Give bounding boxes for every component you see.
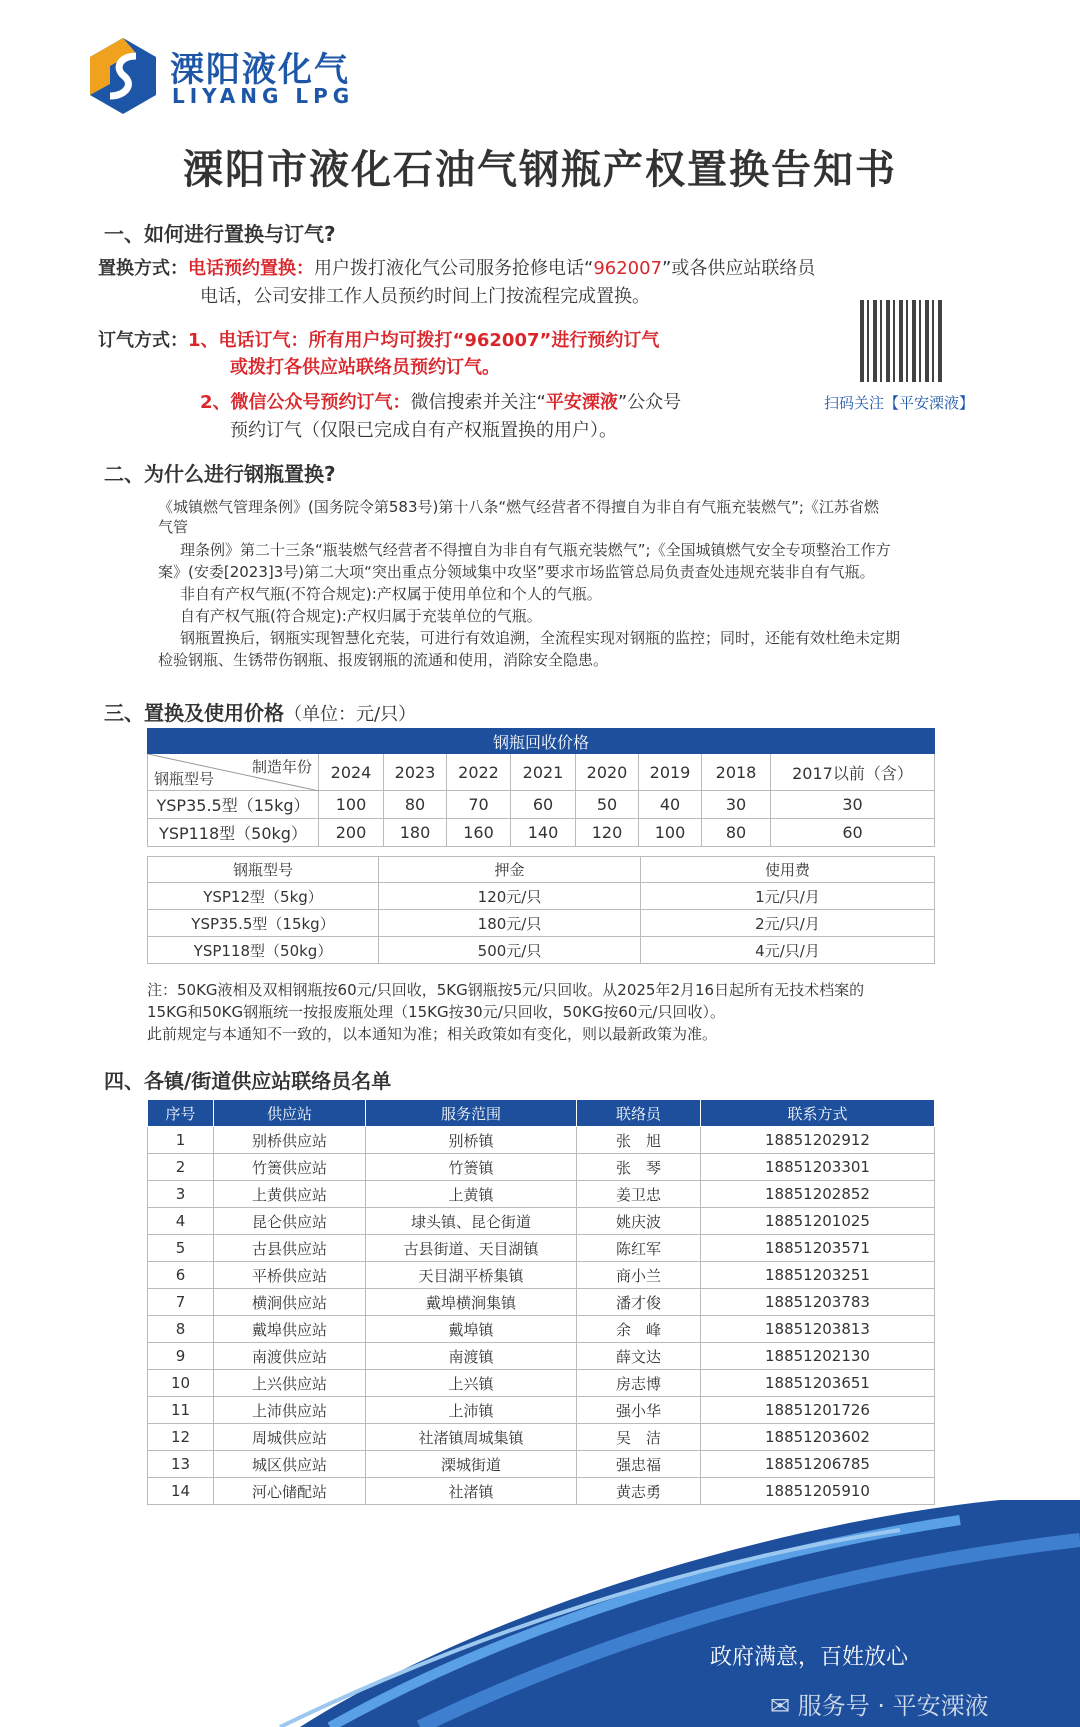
corner-header [148, 754, 319, 791]
contact-cell: 吴 洁 [577, 1424, 701, 1451]
price-cell: 70 [447, 791, 511, 819]
para-line: 理条例》第二十三条“瓶装燃气经营者不得擅自为非自有气瓶充装燃气”;《全国城镇燃气安全专项整治工作方 [180, 541, 891, 559]
table-row [148, 1397, 935, 1424]
index-cell: 4 [148, 1208, 214, 1235]
index-cell: 11 [148, 1397, 214, 1424]
section2-heading: 二、为什么进行钢瓶置换? [104, 462, 336, 486]
section1-heading: 一、如何进行置换与订气? [104, 222, 336, 246]
index-cell: 7 [148, 1289, 214, 1316]
phone-cell: 18851202130 [701, 1343, 935, 1370]
price-cell: 120 [576, 819, 639, 847]
deposit-cell: 120元/只 [379, 883, 641, 910]
table-row [148, 1127, 935, 1154]
model-cell: YSP118型（50kg） [148, 937, 379, 964]
contact-cell: 张 琴 [577, 1154, 701, 1181]
index-cell: 3 [148, 1181, 214, 1208]
table-row [148, 1181, 935, 1208]
area-cell: 戴埠横涧集镇 [366, 1289, 577, 1316]
phone-cell: 18851203251 [701, 1262, 935, 1289]
table-row [148, 1235, 935, 1262]
area-cell: 社渚镇 [366, 1478, 577, 1505]
station-cell: 戴埠供应站 [214, 1316, 366, 1343]
fee-cell: 1元/只/月 [641, 883, 935, 910]
phone-cell: 18851203301 [701, 1154, 935, 1181]
wechat-account: 平安溧液 [545, 392, 618, 413]
model-cell: YSP12型（5kg） [148, 883, 379, 910]
recycle-price-table [147, 728, 935, 847]
price-cell: 60 [771, 819, 935, 847]
station-cell: 横涧供应站 [214, 1289, 366, 1316]
wechat-icon: ✉ [770, 1692, 798, 1720]
contact-cell: 姚庆波 [577, 1208, 701, 1235]
price-cell: 30 [702, 791, 771, 819]
area-cell: 溧城街道 [366, 1451, 577, 1478]
area-cell: 上兴镇 [366, 1370, 577, 1397]
table-row [148, 819, 935, 847]
phone-cell: 18851203783 [701, 1289, 935, 1316]
qr-code[interactable] [860, 300, 942, 382]
station-cell: 南渡供应站 [214, 1343, 366, 1370]
table-row [148, 1262, 935, 1289]
year-header: 2022 [447, 754, 511, 791]
price-cell: 40 [639, 791, 702, 819]
price-cell: 200 [319, 819, 384, 847]
model-cell: YSP35.5型（15kg） [148, 791, 319, 819]
phone-cell: 18851203813 [701, 1316, 935, 1343]
table-row [148, 1289, 935, 1316]
area-cell: 埭头镇、昆仑街道 [366, 1208, 577, 1235]
contact-cell: 商小兰 [577, 1262, 701, 1289]
column-header: 联系方式 [701, 1100, 935, 1127]
table-row [148, 937, 935, 964]
replace-label: 置换方式： [98, 258, 188, 279]
area-cell: 别桥镇 [366, 1127, 577, 1154]
table-row [148, 883, 935, 910]
fee-table [147, 856, 935, 964]
order-method-2: 2、微信公众号预约订气： [200, 392, 411, 413]
price-cell: 60 [511, 791, 576, 819]
phone-cell: 18851203602 [701, 1424, 935, 1451]
order-method-1: 1、电话订气：所有用户均可拨打“962007”进行预约订气 [188, 330, 660, 351]
phone-cell: 18851201726 [701, 1397, 935, 1424]
contact-cell: 陈红军 [577, 1235, 701, 1262]
replace-text: 用户拨打液化气公司服务抢修电话“ [314, 258, 594, 279]
note-line: 此前规定与本通知不一致的，以本通知为准；相关政策如有变化，则以最新政策为准。 [147, 1025, 718, 1043]
replace-method: 电话预约置换： [188, 258, 314, 279]
footer-slogan: 政府满意，百姓放心 [710, 1645, 909, 1670]
para-line: 检验钢瓶、生锈带伤钢瓶、报废钢瓶的流通和使用，消除安全隐患。 [158, 651, 609, 669]
para-line: 自有产权气瓶(符合规定):产权归属于充装单位的气瓶。 [180, 607, 542, 625]
column-header: 服务范围 [366, 1100, 577, 1127]
year-header: 2018 [702, 754, 771, 791]
phone-cell: 18851205910 [701, 1478, 935, 1505]
column-header: 联络员 [577, 1100, 701, 1127]
order-text: ”公众号 [617, 392, 682, 413]
recycle-table-title: 钢瓶回收价格 [148, 729, 935, 754]
area-cell: 社渚镇周城集镇 [366, 1424, 577, 1451]
column-header: 钢瓶型号 [148, 857, 379, 883]
station-cell: 昆仑供应站 [214, 1208, 366, 1235]
replace-line1 [98, 254, 815, 280]
index-cell: 14 [148, 1478, 214, 1505]
price-cell: 100 [319, 791, 384, 819]
phone-cell: 18851202912 [701, 1127, 935, 1154]
station-cell: 上兴供应站 [214, 1370, 366, 1397]
table-row [148, 1208, 935, 1235]
para-line: 案》(安委[2023]3号)第二大项“突出重点分领域集中攻坚”要求市场监管总局负责查处违规充装非自有气瓶。 [158, 563, 875, 581]
contact-cell: 张 旭 [577, 1127, 701, 1154]
index-cell: 9 [148, 1343, 214, 1370]
logo-icon [90, 38, 156, 114]
para-line: 气管 [158, 518, 189, 536]
index-cell: 1 [148, 1127, 214, 1154]
replace-line2: 电话，公司安排工作人员预约时间上门按流程完成置换。 [200, 286, 650, 307]
section4-heading: 四、各镇/街道供应站联络员名单 [104, 1069, 392, 1093]
index-cell: 2 [148, 1154, 214, 1181]
qr-caption: 扫码关注【平安溧液】 [824, 394, 975, 412]
column-header: 供应站 [214, 1100, 366, 1127]
table-row [148, 1424, 935, 1451]
station-cell: 城区供应站 [214, 1451, 366, 1478]
phone-cell: 18851202852 [701, 1181, 935, 1208]
station-cell: 周城供应站 [214, 1424, 366, 1451]
contact-cell: 姜卫忠 [577, 1181, 701, 1208]
table-row [148, 791, 935, 819]
note-line: 注：50KG液相及双相钢瓶按60元/只回收，5KG钢瓶按5元/只回收。从2025年2月16日起所有无技术档案的 [147, 981, 865, 999]
order-text: 微信搜索并关注“ [410, 392, 546, 413]
page-title: 溧阳市液化石油气钢瓶产权置换告知书 [183, 147, 897, 193]
contact-cell: 强小华 [577, 1397, 701, 1424]
note-line: 15KG和50KG钢瓶统一按报废瓶处理（15KG按30元/只回收，50KG按60元/只回收）。 [147, 1003, 725, 1021]
table-row [148, 1154, 935, 1181]
table-row [148, 910, 935, 937]
contact-cell: 薛文达 [577, 1343, 701, 1370]
area-cell: 古县街道、天目湖镇 [366, 1235, 577, 1262]
fee-cell: 2元/只/月 [641, 910, 935, 937]
column-header: 使用费 [641, 857, 935, 883]
year-header: 2021 [511, 754, 576, 791]
station-cell: 平桥供应站 [214, 1262, 366, 1289]
price-cell: 140 [511, 819, 576, 847]
order-line1 [98, 326, 659, 352]
replace-text: ”或各供应站联络员 [662, 258, 816, 279]
station-cell: 上沛供应站 [214, 1397, 366, 1424]
station-cell: 别桥供应站 [214, 1127, 366, 1154]
order-label: 订气方式： [98, 330, 188, 351]
contact-cell: 强忠福 [577, 1451, 701, 1478]
year-axis-label: 制造年份 [251, 758, 312, 776]
order-line3 [200, 388, 681, 414]
index-cell: 13 [148, 1451, 214, 1478]
model-axis-label: 钢瓶型号 [154, 770, 215, 788]
year-header: 2017以前（含） [771, 754, 935, 791]
price-cell: 30 [771, 791, 935, 819]
area-cell: 上黄镇 [366, 1181, 577, 1208]
index-cell: 5 [148, 1235, 214, 1262]
watermark [770, 1686, 989, 1721]
station-cell: 古县供应站 [214, 1235, 366, 1262]
logo-subtext: LIYANG LPG [172, 84, 355, 108]
order-line2: 或拨打各供应站联络员预约订气。 [230, 357, 500, 378]
section3-title: 三、置换及使用价格 [104, 701, 284, 725]
price-cell: 50 [576, 791, 639, 819]
year-header: 2023 [384, 754, 447, 791]
contacts-table [147, 1099, 935, 1505]
column-header: 序号 [148, 1100, 214, 1127]
para-line: 非自有产权气瓶(不符合规定):产权属于使用单位和个人的气瓶。 [180, 585, 602, 603]
contact-cell: 潘才俊 [577, 1289, 701, 1316]
para-line: 钢瓶置换后，钢瓶实现智慧化充装，可进行有效追溯，全流程实现对钢瓶的监控；同时，还能有效杜绝未定期 [180, 629, 901, 647]
price-cell: 160 [447, 819, 511, 847]
deposit-cell: 500元/只 [379, 937, 641, 964]
table-row [148, 1343, 935, 1370]
area-cell: 戴埠镇 [366, 1316, 577, 1343]
price-cell: 80 [702, 819, 771, 847]
unit-label: （单位：元/只） [284, 704, 417, 725]
phone-cell: 18851206785 [701, 1451, 935, 1478]
area-cell: 上沛镇 [366, 1397, 577, 1424]
station-cell: 河心储配站 [214, 1478, 366, 1505]
phone-cell: 18851203651 [701, 1370, 935, 1397]
phone-cell: 18851203571 [701, 1235, 935, 1262]
model-cell: YSP118型（50kg） [148, 819, 319, 847]
area-cell: 竹箦镇 [366, 1154, 577, 1181]
contact-cell: 余 峰 [577, 1316, 701, 1343]
watermark-text: 服务号 · 平安溧液 [797, 1692, 989, 1720]
index-cell: 12 [148, 1424, 214, 1451]
area-cell: 南渡镇 [366, 1343, 577, 1370]
deposit-cell: 180元/只 [379, 910, 641, 937]
column-header: 押金 [379, 857, 641, 883]
table-row [148, 1370, 935, 1397]
phone-cell: 18851201025 [701, 1208, 935, 1235]
para-line: 《城镇燃气管理条例》(国务院令第583号)第十八条“燃气经营者不得擅自为非自有气瓶充装燃气”;《江苏省燃 [158, 498, 879, 516]
section3-heading [104, 697, 416, 726]
order-line4: 预约订气（仅限已完成自有产权瓶置换的用户）。 [230, 420, 617, 441]
station-cell: 上黄供应站 [214, 1181, 366, 1208]
price-cell: 100 [639, 819, 702, 847]
index-cell: 6 [148, 1262, 214, 1289]
year-header: 2024 [319, 754, 384, 791]
area-cell: 天目湖平桥集镇 [366, 1262, 577, 1289]
table-row [148, 1451, 935, 1478]
price-cell: 180 [384, 819, 447, 847]
model-cell: YSP35.5型（15kg） [148, 910, 379, 937]
fee-cell: 4元/只/月 [641, 937, 935, 964]
index-cell: 10 [148, 1370, 214, 1397]
service-phone: 962007 [593, 258, 663, 279]
table-row [148, 1316, 935, 1343]
logo-text: 溧阳液化气 [170, 50, 350, 90]
contact-cell: 黄志勇 [577, 1478, 701, 1505]
year-header: 2019 [639, 754, 702, 791]
contact-cell: 房志博 [577, 1370, 701, 1397]
price-cell: 80 [384, 791, 447, 819]
year-header: 2020 [576, 754, 639, 791]
index-cell: 8 [148, 1316, 214, 1343]
station-cell: 竹箦供应站 [214, 1154, 366, 1181]
